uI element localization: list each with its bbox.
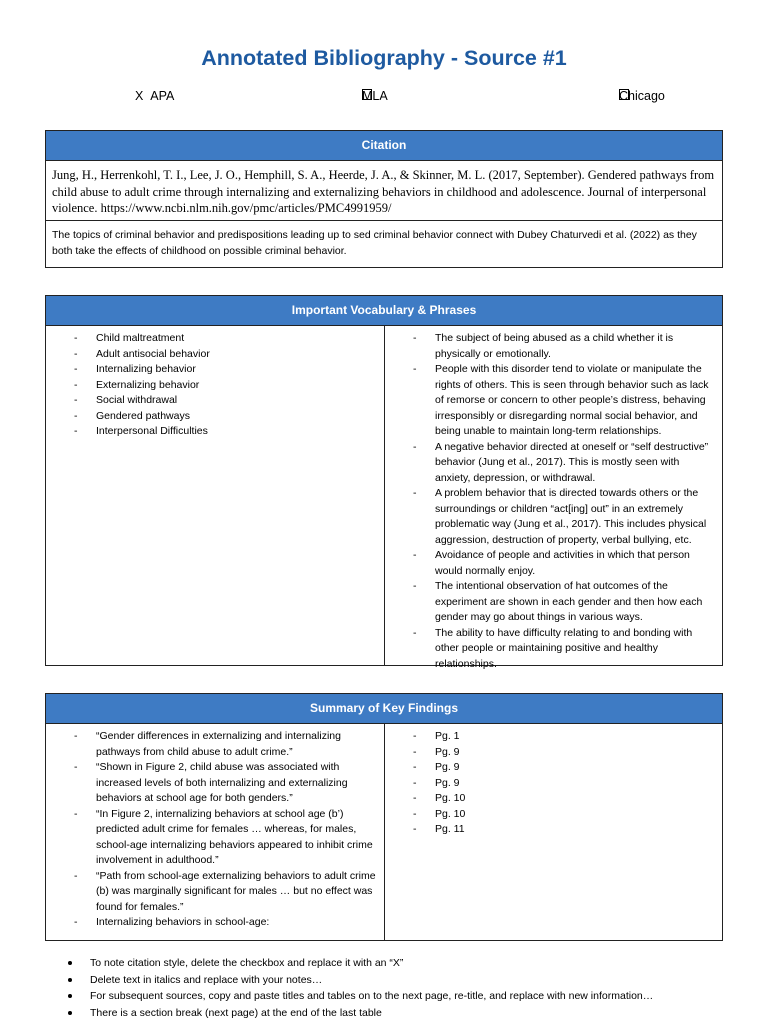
finding-page-ref: - Pg. 10 xyxy=(411,807,714,823)
mla-checkbox-icon[interactable] xyxy=(362,89,372,100)
vocabulary-term: - Social withdrawal xyxy=(72,393,376,409)
vocabulary-terms-column[interactable] xyxy=(46,326,385,666)
vocabulary-definition: - The intentional observation of hat outcomes of the experiment are shown in each gender and then how each gender may go about things in various ways. xyxy=(411,579,714,626)
finding-page-ref: - Pg. 11 xyxy=(411,822,714,838)
instructions-list xyxy=(60,955,760,1021)
chicago-checkbox-icon[interactable] xyxy=(619,89,629,100)
finding-quote: - “Shown in Figure 2, child abuse was associated with increased levels of both internalizing and externalizing behaviors at school age for both genders.” xyxy=(72,760,376,807)
vocabulary-term: - Gendered pathways xyxy=(72,409,376,425)
vocabulary-definition: - A negative behavior directed at oneself or “self destructive” behavior (Jung et al., 2017). This is mostly seen with anxiety, depression, or withdrawal. xyxy=(411,440,714,487)
apa-check-mark: X xyxy=(135,89,144,103)
vocabulary-definition: - The subject of being abused as a child whether it is physically or emotionally. xyxy=(411,331,714,362)
vocabulary-definition: - A problem behavior that is directed towards others or the surroundings or children “act[ing] out” in an extremely problematic way (Jung et al., 2017). This includes physical aggression, destruction of property, verbal bullying, etc. xyxy=(411,486,714,548)
vocabulary-definition: - People with this disorder tend to violate or manipulate the rights of others. This is seen through behavior such as lack of remorse or concern to other people’s distress, behaving irresponsibly or disregarding normal social behavior, and being unable to maintain long-term relationships. xyxy=(411,362,714,440)
vocabulary-term: - Adult antisocial behavior xyxy=(72,347,376,363)
citation-style-mla[interactable] xyxy=(362,89,388,103)
mla-label: MLA xyxy=(362,89,388,103)
vocabulary-definition: - Avoidance of people and activities in which that person would normally enjoy. xyxy=(411,548,714,579)
vocabulary-term: - Interpersonal Difficulties xyxy=(72,424,376,440)
vocabulary-definition: - The ability to have difficulty relating to and bonding with other people or maintaining positive and healthy relationships. xyxy=(411,626,714,673)
vocabulary-term: - Internalizing behavior xyxy=(72,362,376,378)
finding-page-ref: - Pg. 9 xyxy=(411,760,714,776)
instruction-item: To note citation style, delete the checkbox and replace it with an “X” xyxy=(60,955,760,972)
finding-page-ref: - Pg. 9 xyxy=(411,776,714,792)
vocabulary-table xyxy=(45,295,723,670)
finding-quote: - Internalizing behaviors in school-age: xyxy=(72,915,376,931)
apa-label: APA xyxy=(150,89,175,103)
citation-style-apa[interactable] xyxy=(135,89,174,103)
vocabulary-term: - Child maltreatment xyxy=(72,331,376,347)
finding-page-ref: - Pg. 10 xyxy=(411,791,714,807)
instruction-item: There is a section break (next page) at the end of the last table xyxy=(60,1005,760,1022)
finding-page-ref: - Pg. 9 xyxy=(411,745,714,761)
findings-pages-column[interactable] xyxy=(385,724,722,941)
instruction-item: For subsequent sources, copy and paste titles and tables on to the next page, re-title, and replace with new information… xyxy=(60,988,760,1005)
findings-table-header: Summary of Key Findings xyxy=(46,694,722,724)
finding-quote: - “Gender differences in externalizing and internalizing pathways from child abuse to adult crime.” xyxy=(72,729,376,760)
vocabulary-table-header: Important Vocabulary & Phrases xyxy=(46,296,722,326)
citation-style-chicago[interactable] xyxy=(619,89,665,103)
citation-table xyxy=(45,130,723,268)
chicago-label: Chicago xyxy=(619,89,665,103)
instruction-item: Delete text in italics and replace with your notes… xyxy=(60,972,760,989)
citation-table-header: Citation xyxy=(46,131,722,161)
finding-quote: - “Path from school-age externalizing behaviors to adult crime (b) was marginally significant for males … but no effect was found for females.” xyxy=(72,869,376,916)
vocabulary-definitions-column[interactable] xyxy=(385,326,722,670)
findings-quotes-column[interactable] xyxy=(46,724,385,941)
page-title: Annotated Bibliography - Source #1 xyxy=(201,46,567,70)
finding-page-ref: - Pg. 1 xyxy=(411,729,714,745)
findings-table xyxy=(45,693,723,941)
citation-text[interactable]: Jung, H., Herrenkohl, T. I., Lee, J. O., Hemphill, S. A., Heerde, J. A., & Skinner, M. L. (2017, September). Gendered pathways from child abuse to adult crime through internalizing and externalizing behaviors in childhood and adolescence. Journal of interpersonal violence. https://www.ncbi.nlm.nih.gov/pmc/articles/PMC4991959/ xyxy=(52,168,715,215)
finding-quote: - “In Figure 2, internalizing behaviors at school age (b’) predicted adult crime for females … whereas, for males, school-age internalizing behaviors appeared to inhibit crime involvement in adulthood.” xyxy=(72,807,376,869)
citation-note[interactable]: The topics of criminal behavior and predispositions leading up to sed criminal behavior connect with Dubey Chaturvedi et al. (2022) as they both take the effects of childhood on possible criminal behavior. xyxy=(46,220,722,268)
vocabulary-term: - Externalizing behavior xyxy=(72,378,376,394)
